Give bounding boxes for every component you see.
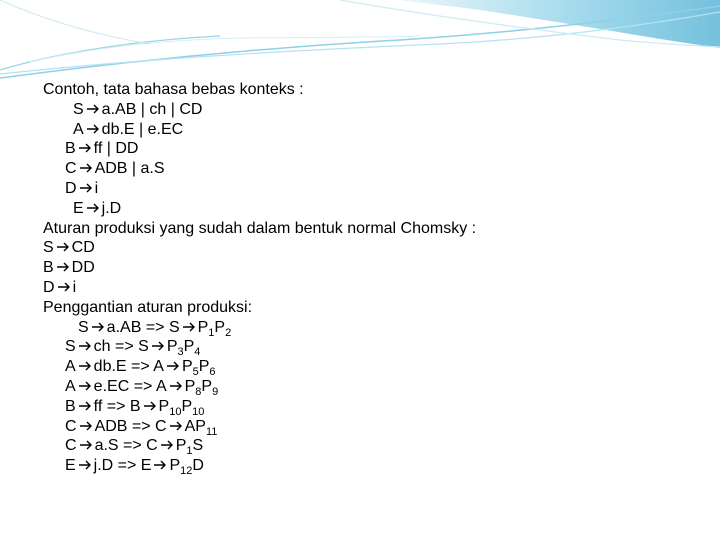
text-segment: S <box>78 318 89 336</box>
text-segment: AP <box>184 417 206 435</box>
text-segment: P <box>197 318 209 336</box>
right-arrow-icon <box>78 400 92 412</box>
text-segment: P <box>181 397 193 415</box>
subscript: 8 <box>195 385 202 398</box>
text-line <box>43 337 703 357</box>
right-arrow-icon <box>79 162 93 174</box>
text-segment: P <box>201 377 213 395</box>
text-segment: ADB | a.S <box>94 160 165 178</box>
right-arrow-icon <box>56 261 70 273</box>
text-line <box>43 417 703 437</box>
subscript: 2 <box>225 326 232 339</box>
text-segment: D <box>43 278 55 296</box>
text-line <box>43 100 703 120</box>
right-arrow-icon <box>169 380 183 392</box>
text-line <box>43 298 703 318</box>
text-segment: a.AB | ch | CD <box>101 100 203 118</box>
text-line <box>43 80 703 100</box>
right-arrow-icon <box>79 182 93 194</box>
text-segment: e.EC => A <box>93 377 167 395</box>
right-arrow-icon <box>56 241 70 253</box>
right-arrow-icon <box>166 360 180 372</box>
text-segment: P <box>166 338 178 356</box>
right-arrow-icon <box>79 420 93 432</box>
right-arrow-icon <box>78 380 92 392</box>
text-segment: B <box>65 140 76 158</box>
text-segment: B <box>43 259 54 277</box>
text-segment: P <box>184 377 196 395</box>
text-line <box>43 159 703 179</box>
text-segment: db.E => A <box>93 358 164 376</box>
text-segment: P <box>181 358 193 376</box>
subscript: 1 <box>208 326 215 339</box>
text-segment: S <box>73 100 84 118</box>
subscript: 11 <box>205 425 218 438</box>
right-arrow-icon <box>78 360 92 372</box>
subscript: 10 <box>169 405 182 418</box>
right-arrow-icon <box>86 103 100 115</box>
subscript: 6 <box>209 366 216 379</box>
wave-line-5 <box>30 36 420 62</box>
text-line <box>43 377 703 397</box>
text-segment: P <box>198 358 210 376</box>
text-segment: ff | DD <box>93 140 139 158</box>
text-segment: D <box>65 179 77 197</box>
subscript: 4 <box>194 346 201 359</box>
text-segment: i <box>72 278 77 296</box>
text-line <box>43 318 703 338</box>
subscript: 9 <box>212 385 219 398</box>
wave-fill <box>400 0 720 48</box>
text-segment: P <box>214 318 226 336</box>
text-segment: E <box>65 457 76 475</box>
text-line <box>43 139 703 159</box>
text-segment: Aturan produksi yang sudah dalam bentuk normal Chomsky : <box>43 219 477 237</box>
text-segment: B <box>65 397 76 415</box>
text-segment: j.D <box>101 199 122 217</box>
subscript: 12 <box>180 465 193 478</box>
text-segment: S <box>192 437 204 455</box>
text-line <box>43 456 703 476</box>
text-segment: C <box>65 417 77 435</box>
text-segment: ADB => C <box>94 417 167 435</box>
wave-line-6 <box>0 0 150 44</box>
text-segment: S <box>43 239 54 257</box>
text-segment: P <box>169 457 181 475</box>
text-segment: P <box>175 437 187 455</box>
right-arrow-icon <box>78 459 92 471</box>
text-line <box>43 397 703 417</box>
right-arrow-icon <box>153 459 167 471</box>
text-line <box>43 258 703 278</box>
text-segment: j.D => E <box>93 457 152 475</box>
text-line <box>43 199 703 219</box>
text-line <box>43 436 703 456</box>
right-arrow-icon <box>78 340 92 352</box>
text-segment: S <box>65 338 76 356</box>
text-segment: CD <box>71 239 95 257</box>
subscript: 10 <box>192 405 205 418</box>
right-arrow-icon <box>79 439 93 451</box>
text-segment: E <box>73 199 84 217</box>
text-segment: Contoh, tata bahasa bebas konteks : <box>43 81 304 98</box>
text-segment: P <box>158 397 170 415</box>
text-segment: a.AB => S <box>106 318 180 336</box>
right-arrow-icon <box>169 420 183 432</box>
subscript: 5 <box>192 366 199 379</box>
text-line <box>43 278 703 298</box>
right-arrow-icon <box>86 123 100 135</box>
text-segment: ch => S <box>93 338 149 356</box>
text-segment: P <box>183 338 195 356</box>
right-arrow-icon <box>182 321 196 333</box>
text-segment: DD <box>71 259 95 277</box>
text-segment: D <box>192 457 204 475</box>
text-segment: C <box>65 437 77 455</box>
header-wave-decoration <box>0 0 720 90</box>
right-arrow-icon <box>57 281 71 293</box>
right-arrow-icon <box>78 142 92 154</box>
right-arrow-icon <box>86 202 100 214</box>
text-segment: A <box>73 120 84 138</box>
subscript: 3 <box>177 346 184 359</box>
subscript: 1 <box>186 445 193 458</box>
text-segment: i <box>94 179 99 197</box>
right-arrow-icon <box>160 439 174 451</box>
text-segment: a.S => C <box>94 437 158 455</box>
text-segment: A <box>65 377 76 395</box>
text-segment: ff => B <box>93 397 141 415</box>
text-line <box>43 238 703 258</box>
text-segment: C <box>65 160 77 178</box>
text-segment: A <box>65 358 76 376</box>
right-arrow-icon <box>91 321 105 333</box>
text-line <box>43 357 703 377</box>
text-line <box>43 219 703 239</box>
text-segment: db.E | e.EC <box>101 120 184 138</box>
right-arrow-icon <box>143 400 157 412</box>
slide-body <box>43 80 703 476</box>
text-line <box>43 120 703 140</box>
right-arrow-icon <box>151 340 165 352</box>
text-segment: Penggantian aturan produksi: <box>43 298 253 316</box>
text-line <box>43 179 703 199</box>
